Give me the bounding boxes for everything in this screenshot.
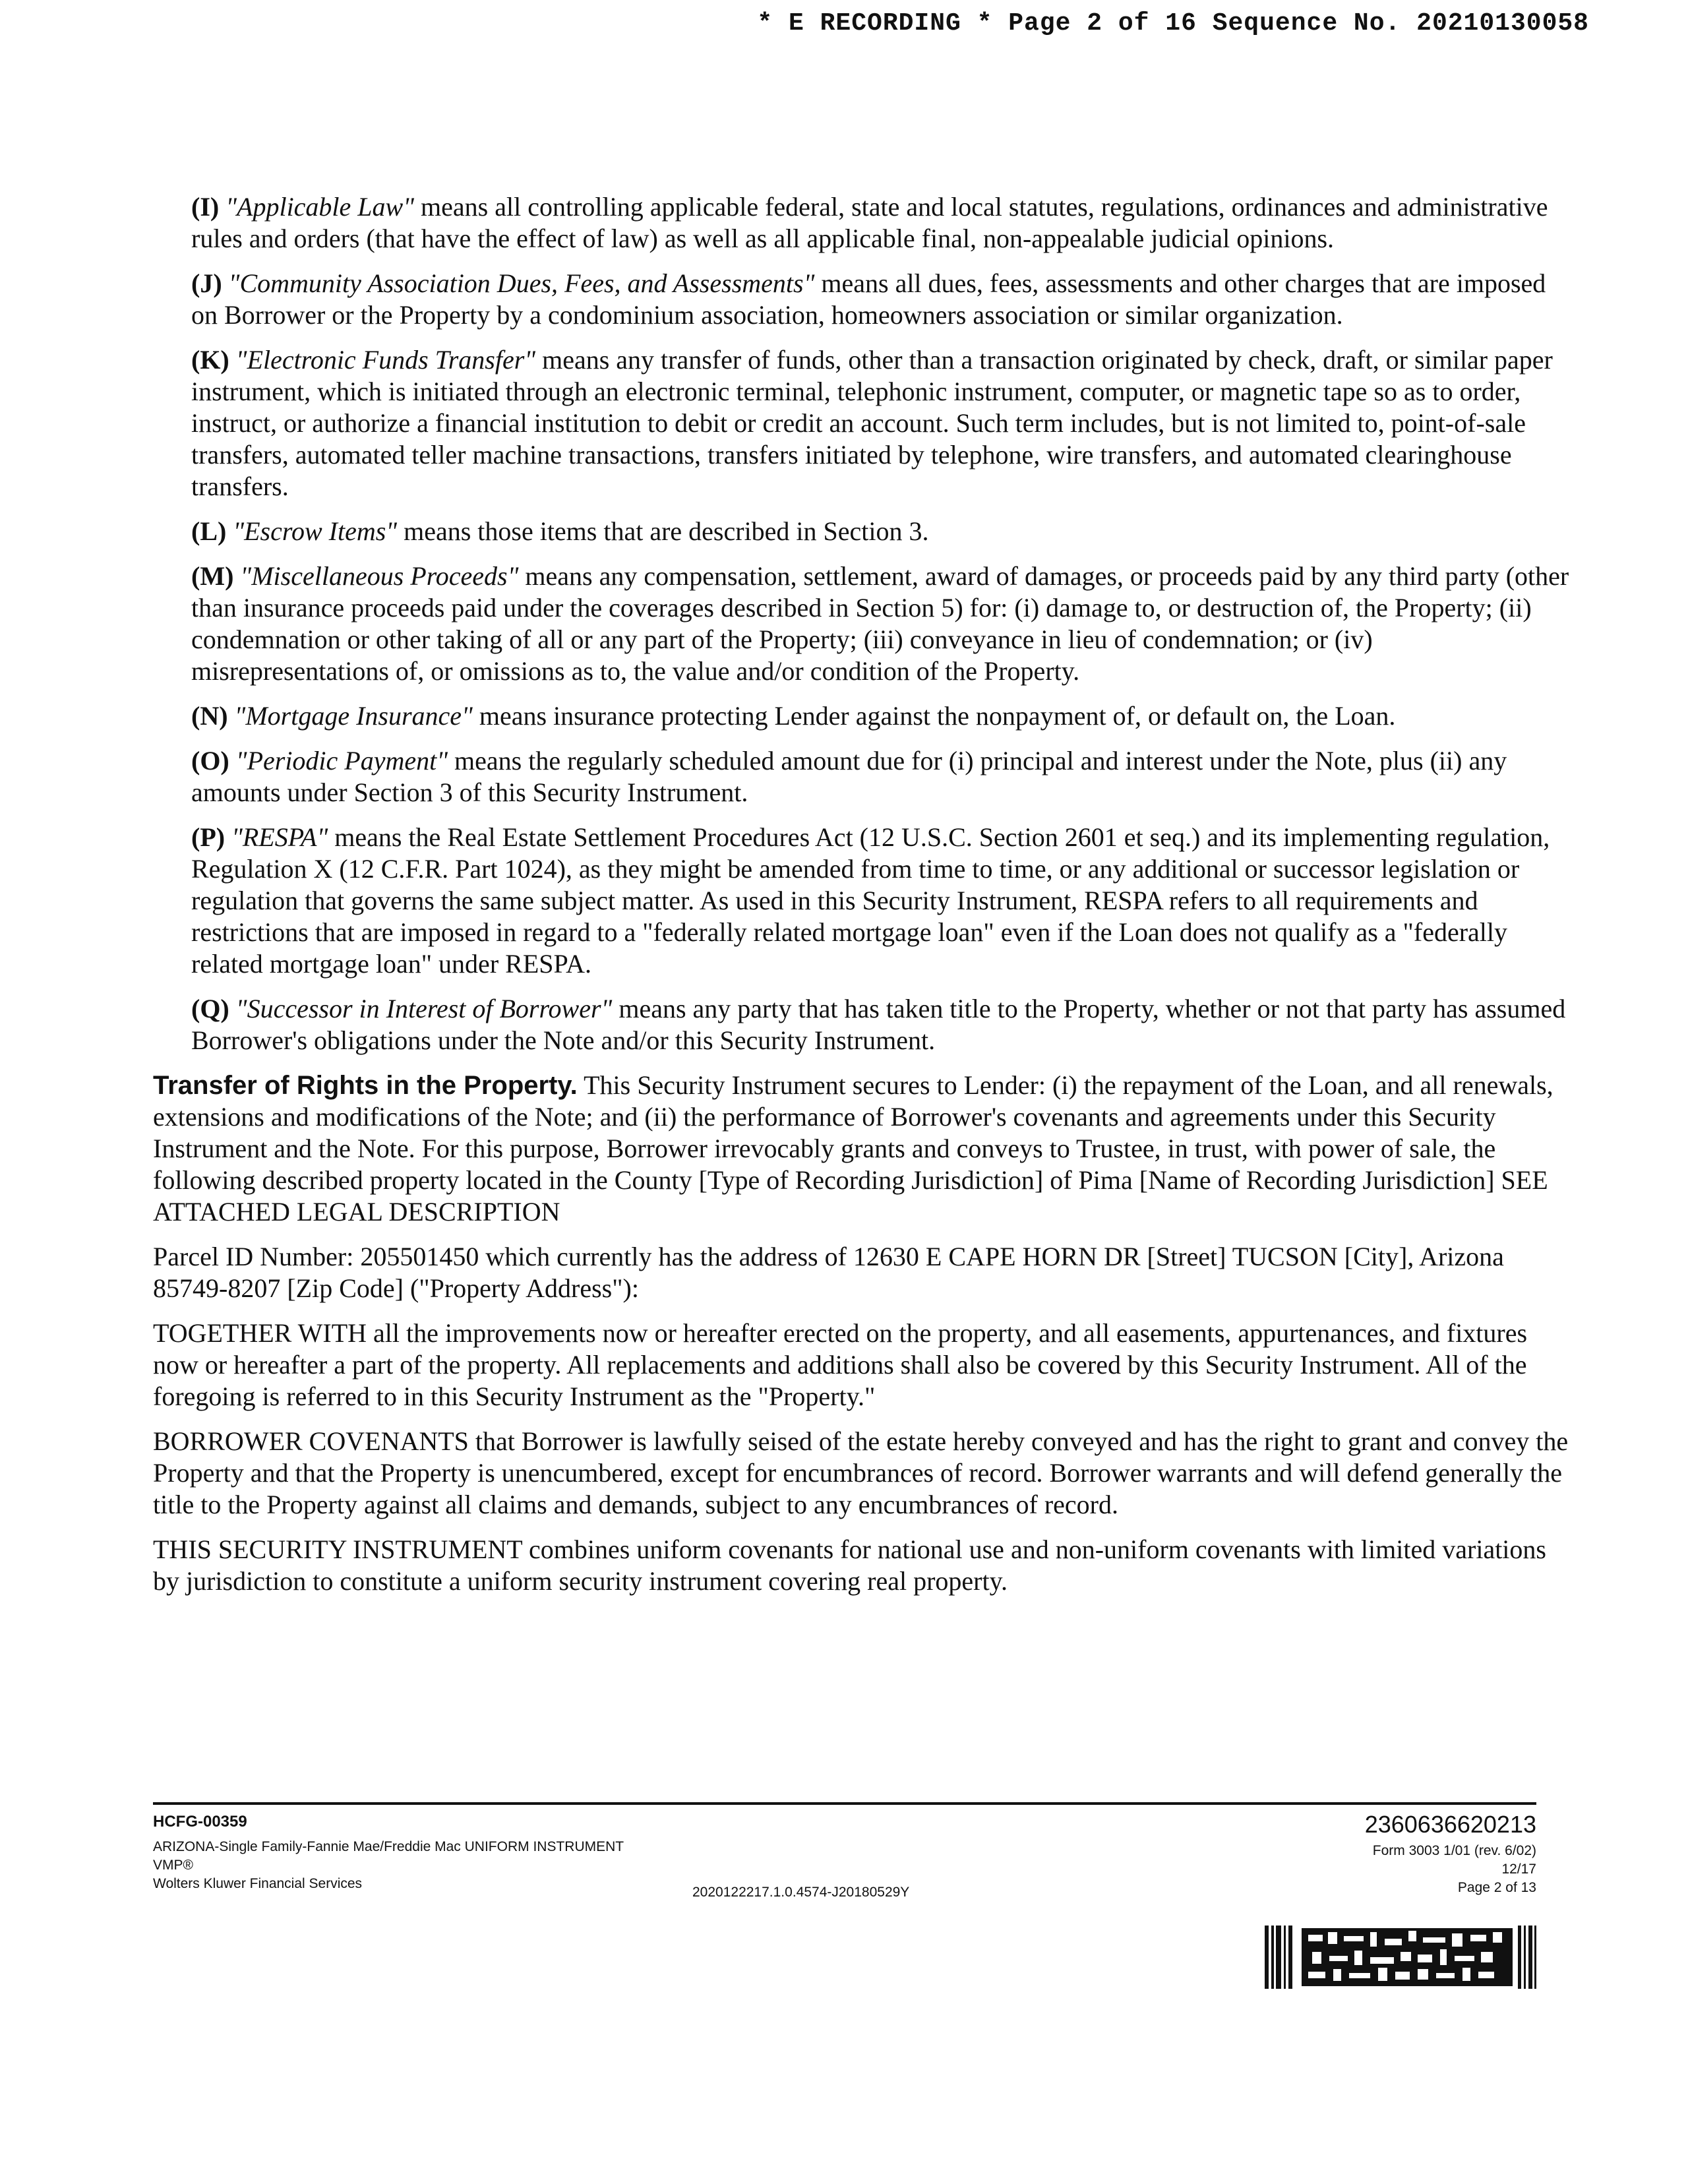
- definition-escrow-items: [191, 516, 1571, 547]
- instrument-name: ARIZONA-Single Family-Fannie Mae/Freddie Mac UNIFORM INSTRUMENT: [153, 1839, 624, 1854]
- definition-letter: (Q): [191, 994, 229, 1023]
- footer-right-block: [1365, 1810, 1536, 1897]
- definition-letter: (P): [191, 822, 226, 852]
- definition-term: "Escrow Items": [233, 516, 398, 546]
- together-with-paragraph: TOGETHER WITH all the improvements now or hereafter erected on the property, and all easements, appurtenances, and fixtures now or hereafter a part of the property. All replacements and additions shall also be covered by this Security Instrument. All of the foregoing is referred to in this Security Instrument as the "Property.": [153, 1318, 1528, 1411]
- definition-text: means all controlling applicable federal, state and local statutes, regulations, ordinances and administrative rules and orders (that have the effect of law) as well as all applicable final, non-appealable judicial opinions.: [191, 192, 1548, 253]
- definition-term: "Applicable Law": [226, 192, 415, 222]
- page-footer: [153, 1802, 1536, 1900]
- definition-term: "RESPA": [231, 822, 328, 852]
- transfer-heading: Transfer of Rights in the Property.: [153, 1071, 578, 1100]
- definition-letter: (O): [191, 746, 229, 775]
- form-code: HCFG-00359: [153, 1813, 247, 1831]
- definition-text: means any party that has taken title to the Property, whether or not that party has assumed Borrower's obligations under the Note and/or this Security Instrument.: [191, 994, 1566, 1055]
- document-id: 2020122217.1.0.4574-J20180529Y: [692, 1885, 910, 1900]
- definition-miscellaneous-proceeds: [191, 561, 1571, 687]
- form-number: Form 3003 1/01 (rev. 6/02): [1372, 1843, 1536, 1858]
- barcode-icon: [1265, 1926, 1536, 1989]
- definition-text: means the Real Estate Settlement Procedures Act (12 U.S.C. Section 2601 et seq.) and its implementing regulation, Regulation X (12 C.F.R. Part 1024), as they might be amended from time to time, or any additional or successor legislation or regulation that governs the same subject matter. As used in this Security Instrument, RESPA refers to all requirements and restrictions that are imposed in regard to a "federally related mortgage loan" even if the Loan does not qualify as a "federally related mortgage loan" under RESPA.: [191, 822, 1550, 979]
- document-body: [153, 191, 1571, 1610]
- definition-letter: (M): [191, 561, 234, 591]
- definition-letter: (L): [191, 516, 227, 546]
- borrower-covenants-paragraph: BORROWER COVENANTS that Borrower is lawfully seised of the estate hereby conveyed and has the right to grant and convey the Property and that the Property is unencumbered, except for encumbrances of record. Borrower warrants and will defend generally the title to the Property against all claims and demands, subject to any encumbrances of record.: [153, 1426, 1569, 1519]
- definition-text: means any transfer of funds, other than a transaction originated by check, draft, or similar paper instrument, which is initiated through an electronic terminal, telephonic instrument, computer, or magnetic tape so as to order, instruct, or authorize a financial institution to debit or credit an account. Such term includes, but is not limited to, point-of-sale transfers, automated teller machine transactions, transfers initiated by telephone, wire transfers, and automated clearinghouse transfers.: [191, 345, 1553, 501]
- definition-letter: (N): [191, 701, 228, 731]
- transfer-of-rights-paragraph: [153, 1070, 1571, 1228]
- definition-term: "Electronic Funds Transfer": [235, 345, 536, 375]
- definition-term: "Successor in Interest of Borrower": [235, 994, 613, 1023]
- transfer-text: This Security Instrument secures to Lender: (i) the repayment of the Loan, and all renewals, extensions and modifications of the Note; and (ii) the performance of Borrower's covenants and agreements under this Security Instrument and the Note. For this purpose, Borrower irrevocably grants and conveys to Trustee, in trust, with power of sale, the following described property located in the County [Type of Recording Jurisdiction] of Pima [Name of Recording Jurisdiction] SEE ATTACHED LEGAL DESCRIPTION: [153, 1070, 1553, 1227]
- definition-successor-in-interest: [191, 993, 1571, 1056]
- publisher-name: Wolters Kluwer Financial Services: [153, 1876, 363, 1891]
- security-instrument-paragraph: THIS SECURITY INSTRUMENT combines uniform covenants for national use and non-uniform covenants with limited variations by jurisdiction to constitute a uniform security instrument covering real property.: [153, 1534, 1546, 1596]
- page-number: Page 2 of 13: [1457, 1880, 1536, 1895]
- definition-periodic-payment: [191, 745, 1571, 808]
- definition-applicable-law: [191, 191, 1571, 255]
- definition-community-association-dues: [191, 268, 1571, 331]
- definition-text: means all dues, fees, assessments and other charges that are imposed on Borrower or the Property by a condominium association, homeowners association or similar organization.: [191, 268, 1546, 330]
- definition-term: "Mortgage Insurance": [234, 701, 473, 731]
- form-revision: 12/17: [1501, 1862, 1536, 1877]
- parcel-paragraph: Parcel ID Number: 205501450 which currently has the address of 12630 E CAPE HORN DR [Street] TUCSON [City], Arizona 85749-8207 [Zip Code] ("Property Address"):: [153, 1242, 1504, 1303]
- definition-term: "Periodic Payment": [235, 746, 448, 775]
- definition-electronic-funds-transfer: [191, 344, 1571, 502]
- definition-term: "Miscellaneous Proceeds": [240, 561, 519, 591]
- vmp-label: VMP®: [153, 1858, 193, 1873]
- definition-respa: [191, 822, 1571, 980]
- definition-text: means any compensation, settlement, award of damages, or proceeds paid by any third party (other than insurance proceeds paid under the coverages described in Section 5) for: (i) damage to, or destruction of, the Property; (ii) condemnation or other taking of all or any part of the Property; (iii) conveyance in lieu of condemnation; or (iv) misrepresentations of, or omissions as to, the value and/or condition of the Property.: [191, 561, 1569, 686]
- footer-left-block: [153, 1813, 624, 1893]
- definition-mortgage-insurance: [191, 700, 1571, 732]
- definition-letter: (I): [191, 192, 220, 222]
- definition-letter: (K): [191, 345, 229, 375]
- loan-number: 2360636620213: [1364, 1811, 1536, 1838]
- definition-text: means those items that are described in Section 3.: [397, 516, 929, 546]
- recording-banner: * E RECORDING * Page 2 of 16 Sequence No. 20210130058: [757, 9, 1589, 38]
- definition-term: "Community Association Dues, Fees, and Assessments": [228, 268, 815, 298]
- definition-letter: (J): [191, 268, 222, 298]
- definition-text: means the regularly scheduled amount due for (i) principal and interest under the Note, plus (ii) any amounts under Section 3 of this Security Instrument.: [191, 746, 1507, 807]
- definition-text: means insurance protecting Lender against the nonpayment of, or default on, the Loan.: [472, 701, 1396, 731]
